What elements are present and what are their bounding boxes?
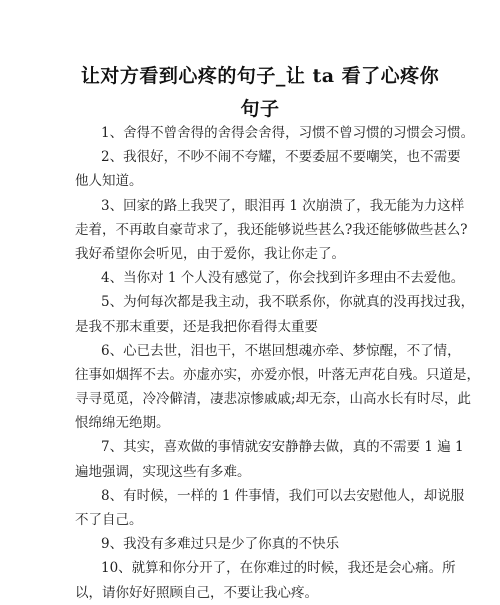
text-line: 寻寻觅觅，冷冷僻清，凄悲凉惨戚戚;却无奈，山高水长有时尽，此 xyxy=(75,391,472,408)
text-line: 走着，不再敢自豪苛求了，我还能够说些甚么?我还能够做些甚么? xyxy=(75,221,468,238)
text-line: 他人知道。 xyxy=(75,173,143,190)
text-line: 遍地强调，实现这些有多难。 xyxy=(75,463,251,480)
document-body xyxy=(75,121,480,605)
text-line: 我好希望你会听见，由于爱你，我让你走了。 xyxy=(75,245,345,262)
document-title-line-2: 句子 xyxy=(240,98,280,120)
text-line: 3、回家的路上我哭了，眼泪再 1 次崩溃了，我无能为力这样 xyxy=(101,197,465,214)
text-line: 8、有时候，一样的 1 件事情，我们可以去安慰他人，却说服 xyxy=(101,487,465,504)
text-line: 2、我很好，不吵不闹不夸耀，不要委屈不要嘲笑，也不需要 xyxy=(101,149,461,166)
text-line: 恨绵绵无绝期。 xyxy=(75,415,170,432)
text-line: 9、我没有多难过只是少了你真的不快乐 xyxy=(101,536,340,553)
text-line: 不了自己。 xyxy=(75,512,143,528)
document-title-line-1: 让对方看到心疼的句子_让 ta 看了心疼你 xyxy=(80,65,440,87)
text-line: 4、当你对 1 个人没有感觉了，你会找到许多理由不去爱他。 xyxy=(101,270,465,287)
text-line: 往事如烟挥不去。亦虚亦实，亦爱亦恨，叶落无声花自残。只道是， xyxy=(75,366,480,383)
text-line: 是我不那末重要，还是我把你看得太重要 xyxy=(75,318,318,335)
text-line: 6、心已去世，泪也干，不堪回想魂亦牵、梦惊醒，不了情， xyxy=(101,342,461,359)
text-line: 7、其实，喜欢做的事情就安安静静去做，真的不需要 1 遍 1 xyxy=(101,439,464,456)
text-line: 以，请你好好照顾自己，不要让我心疼。 xyxy=(75,584,318,601)
text-line: 1、舍得不曾舍得的舍得会舍得，习惯不曾习惯的习惯会习惯。 xyxy=(101,125,475,141)
text-line: 5、为何每次都是我主动，我不联系你，你就真的没再找过我， xyxy=(101,294,475,311)
text-line: 10、就算和你分开了，在你难过的时候，我还是会心痛。所 xyxy=(101,560,456,577)
